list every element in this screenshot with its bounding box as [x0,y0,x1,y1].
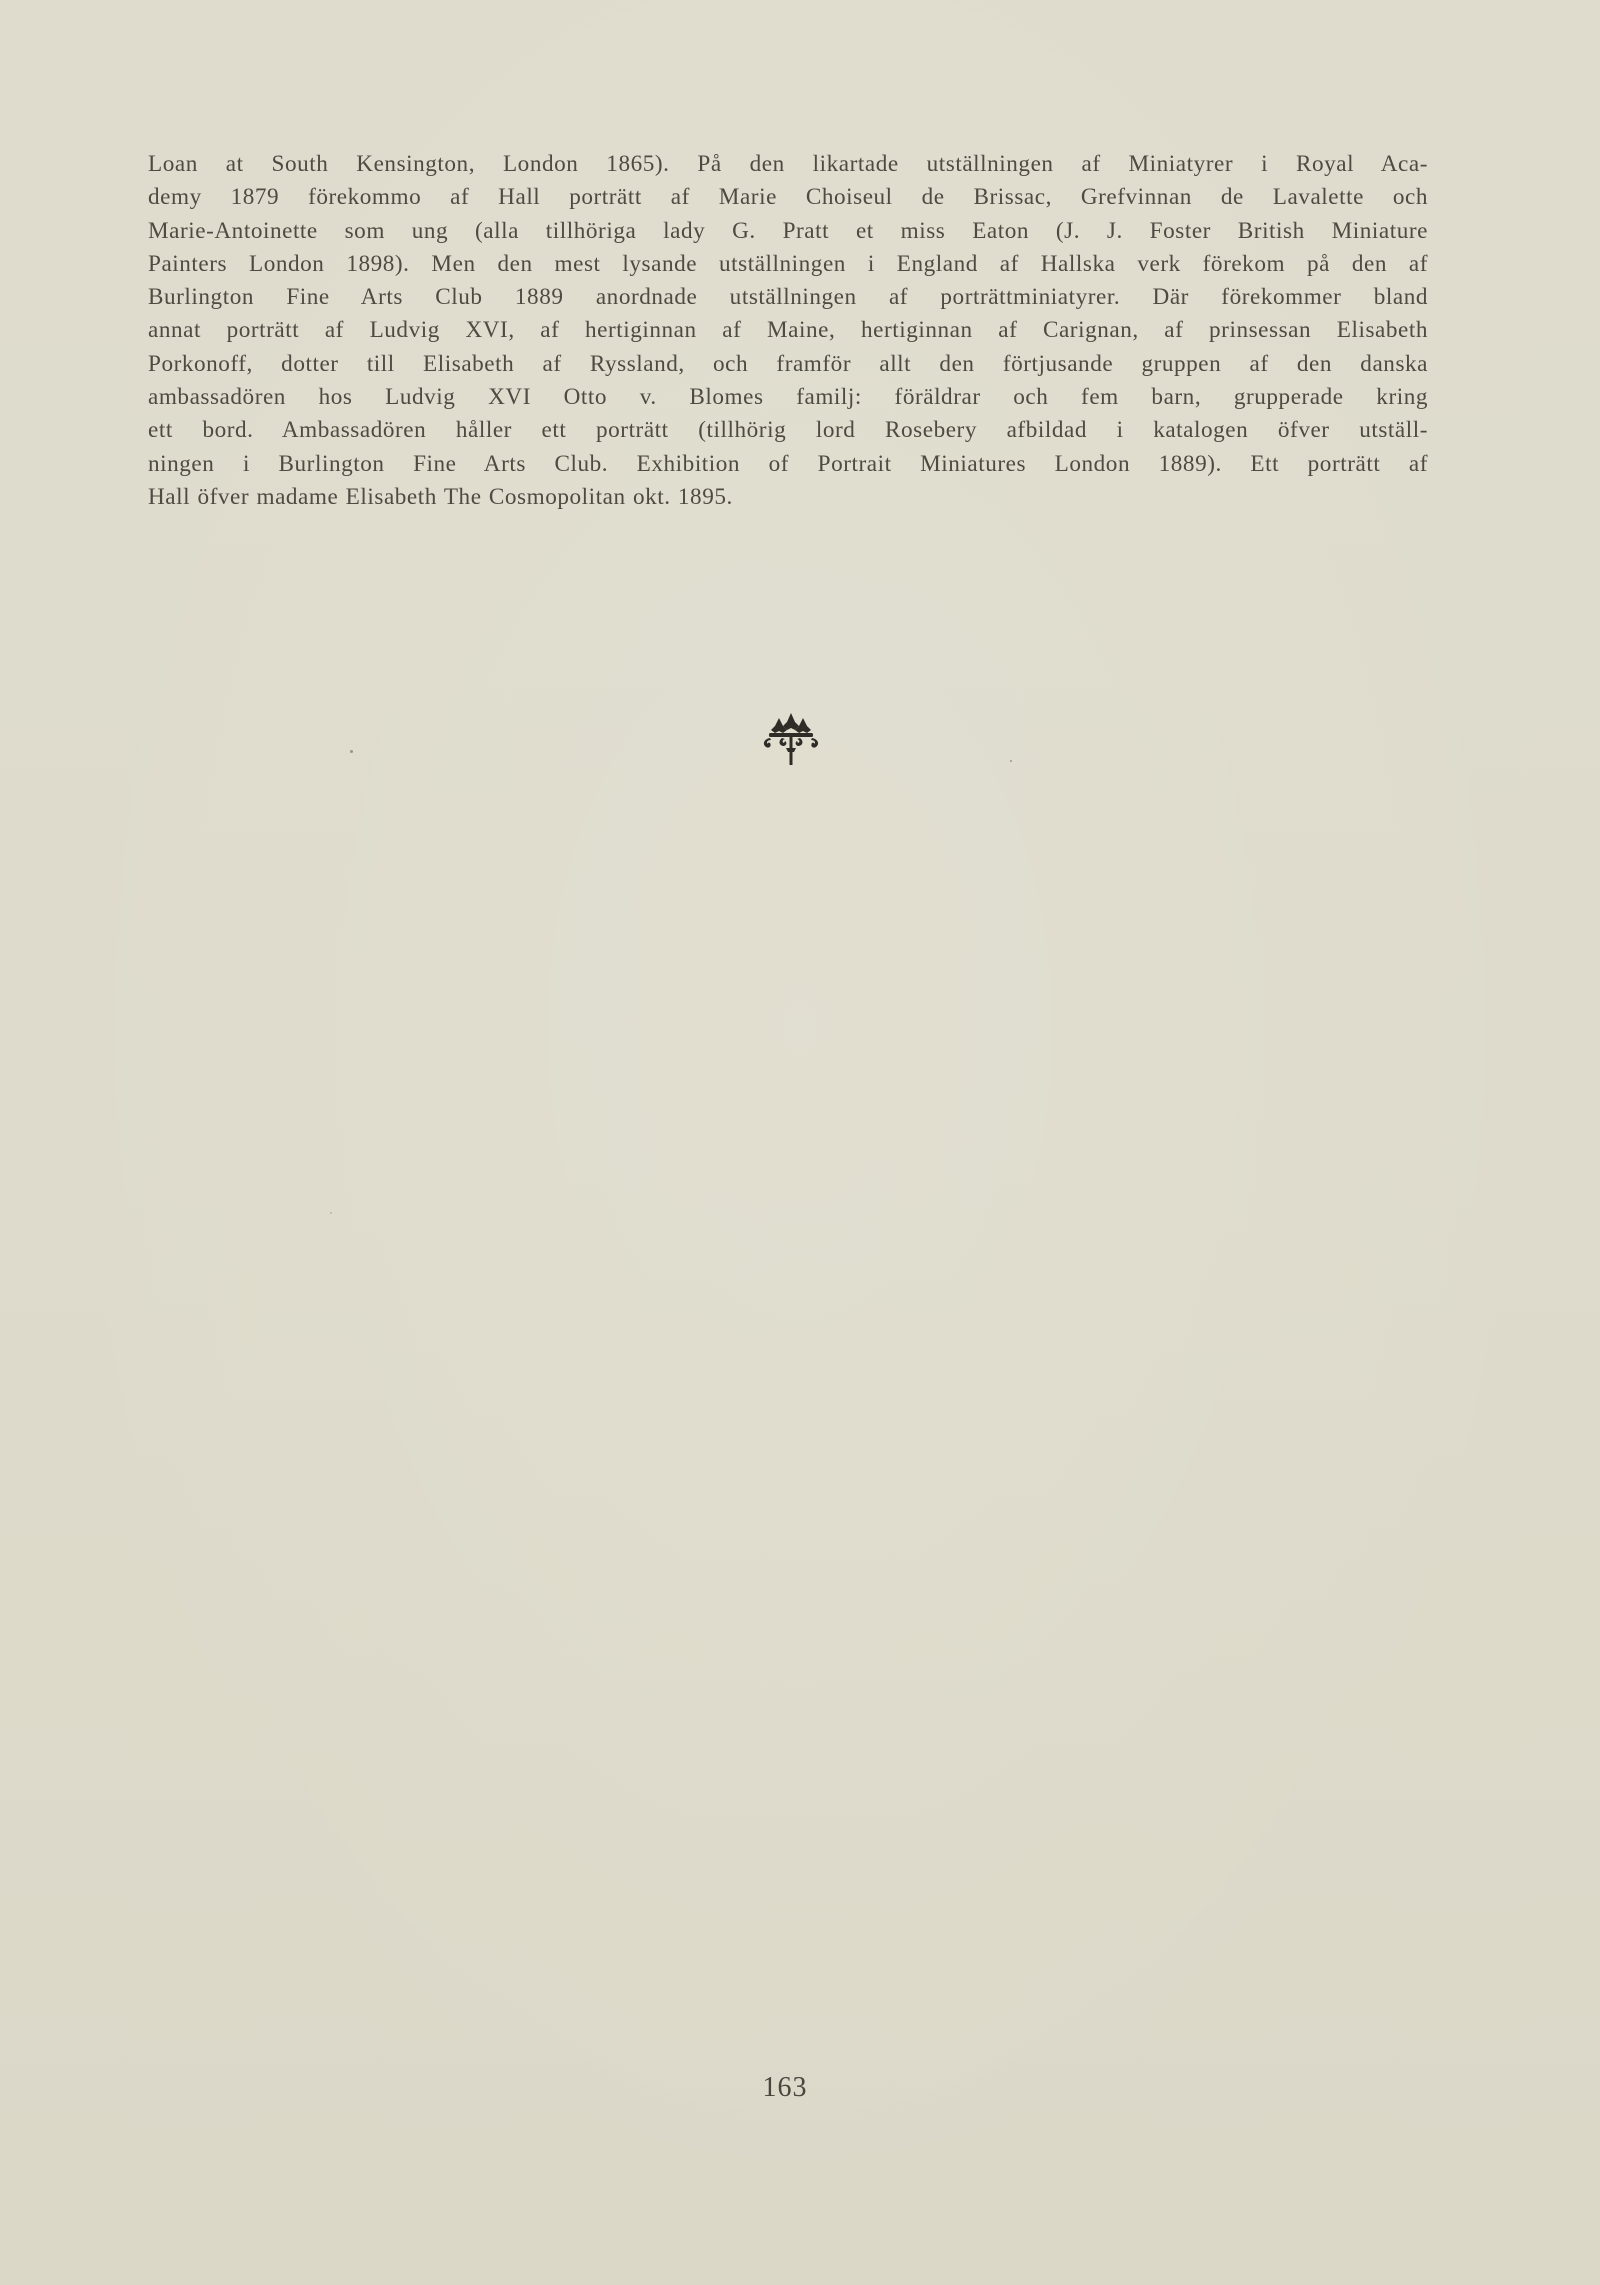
text-line: Hall öfver madame Elisabeth The Cosmopolitan okt. 1895. [148,483,733,510]
text-line: Marie-Antoinette som ung (alla tillhöriga lady G. Pratt et miss Eaton (J. J. Foster British Miniature [148,217,1428,244]
body-paragraph [148,148,1428,514]
text-line: Loan at South Kensington, London 1865). På den likartade utställningen af Miniatyrer i Royal Aca- [148,151,1428,177]
fleuron-icon [758,712,824,768]
text-line: ambassadören hos Ludvig XVI Otto v. Blomes familj: föräldrar och fem barn, grupperade kring [148,384,1428,411]
text-line: annat porträtt af Ludvig XVI, af hertiginnan af Maine, hertiginnan af Carignan, af prinsessan Elisabeth [148,317,1428,344]
text-line: ningen i Burlington Fine Arts Club. Exhibition of Portrait Miniatures London 1889). Ett porträtt af [148,450,1428,477]
text-line: Painters London 1898). Men den mest lysande utställningen i England af Hallska verk förekom på den af [148,250,1428,277]
text-line: demy 1879 förekommo af Hall porträtt af Marie Choiseul de Brissac, Grefvinnan de Lavalette och [148,184,1428,211]
text-line: Burlington Fine Arts Club 1889 anordnade utställningen af porträttminiatyrer. Där förekommer bland [148,284,1428,311]
page-number: 163 [762,2072,808,2103]
text-line: Porkonoff, dotter till Elisabeth af Ryssland, och framför allt den förtjusande gruppen af den danska [148,350,1428,377]
paper-speck [330,1212,332,1214]
paper-speck [350,750,353,753]
text-line: ett bord. Ambassadören håller ett porträtt (tillhörig lord Rosebery afbildad i katalogen öfver utställ- [148,417,1428,444]
paper-speck [1010,760,1012,762]
